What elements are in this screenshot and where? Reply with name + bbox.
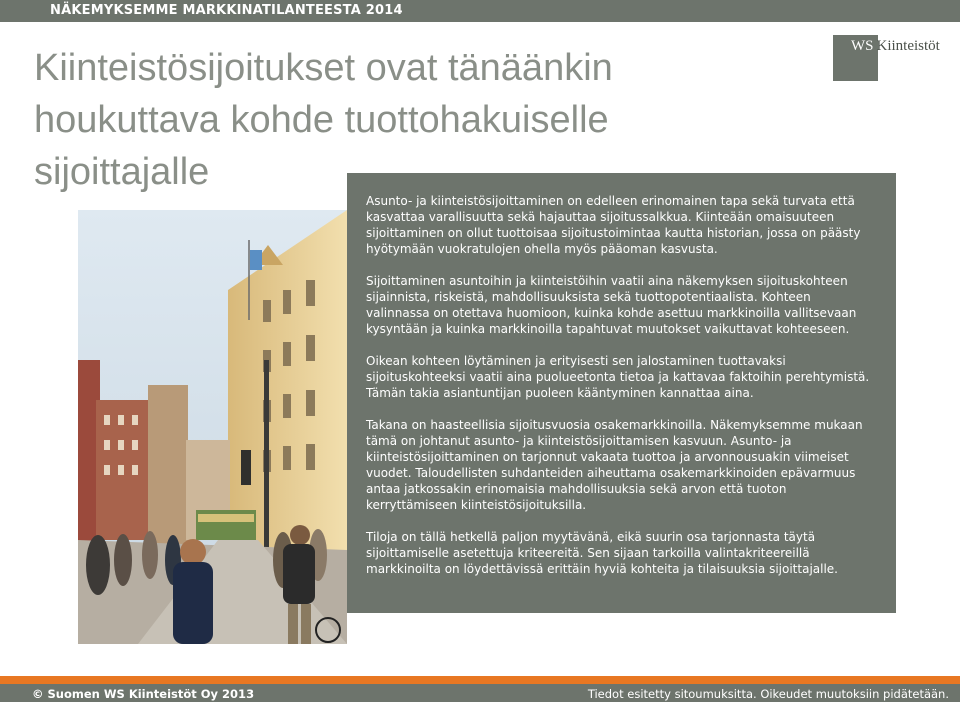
header-bar: [0, 0, 960, 22]
logo-brand: WS: [851, 38, 874, 54]
body-paragraph: Oikean kohteen löytäminen ja erityisesti sen jalostaminen tuottavaksi sijoituskohteeksi vaatii aina puolueetonta tietoa ja kattavaa faktoihin perehtymistä. Tämän takia asiantuntijan puoleen kääntyminen kannattaa aina.: [366, 354, 870, 400]
logo: [851, 38, 940, 55]
header-title: NÄKEMYKSEMME MARKKINATILANTEESTA 2014: [50, 3, 403, 18]
footer-bar: [0, 684, 960, 702]
title-line: sijoittajalle: [34, 151, 210, 193]
body-text-panel: [347, 173, 896, 613]
title-line: houkuttava kohde tuottohakuiselle: [34, 99, 609, 141]
footer-copyright: © Suomen WS Kiinteistöt Oy 2013: [32, 687, 255, 701]
body-paragraph: Sijoittaminen asuntoihin ja kiinteistöihin vaatii aina näkemyksen sijoituskohteen sijainnista, riskeistä, mahdollisuuksista sekä tuottopotentiaalista. Kohteen valinnassa on otettava huomioon, kuinka kohde asettuu markkinoilla vallitsevaan kysyntään ja kuinka markkinoilla tapahtuvat muutokset vaikuttavat kohteeseen.: [366, 274, 857, 336]
street-photo: [78, 210, 347, 644]
body-paragraph: Tiloja on tällä hetkellä paljon myytävänä, eikä suurin osa tarjonnasta täytä sijoittamiselle asetettuja kriteereitä. Sen sijaan tarkoilla valintakriteereillä markkinoilta on löydettävissä erittäin hyviä kohteita ja tilaisuuksia sijoittajalle.: [366, 530, 838, 576]
logo-name: Kiinteistöt: [876, 38, 940, 54]
footer-disclaimer: Tiedot esitetty sitoumuksitta. Oikeudet muutoksiin pidätetään.: [587, 687, 949, 701]
body-paragraph: Asunto- ja kiinteistösijoittaminen on edelleen erinomainen tapa sekä turvata että kasvattaa varallisuutta sekä hajauttaa sijoitussalkkua. Kiinteään omaisuuteen sijoittaminen on ollut tuottoisaa sijoitustoimintaa kautta historian, jossa on päästy hyötymään vuokratulojen ohella myös pääoman kasvusta.: [366, 194, 861, 256]
footer-accent-stripe: [0, 676, 960, 684]
title-line: Kiinteistösijoitukset ovat tänäänkin: [34, 47, 613, 89]
body-paragraph: Takana on haasteellisia sijoitusvuosia osakemarkkinoilla. Näkemyksemme mukaan tämä on johtanut asunto- ja kiinteistösijoittamisen kasvuun. Asunto- ja kiinteistösijoittaminen on tarjonnut vakaata tuottoa ja arvonnousuakin viimeiset vuodet. Taloudellisten suhdanteiden aiheuttama osakemarkkinoiden epävarmuus antaa jatkossakin erinomaisia mahdollisuuksia sekä arvon että tuoton kerryttämiseen kiinteistösijoituksilla.: [366, 418, 863, 512]
